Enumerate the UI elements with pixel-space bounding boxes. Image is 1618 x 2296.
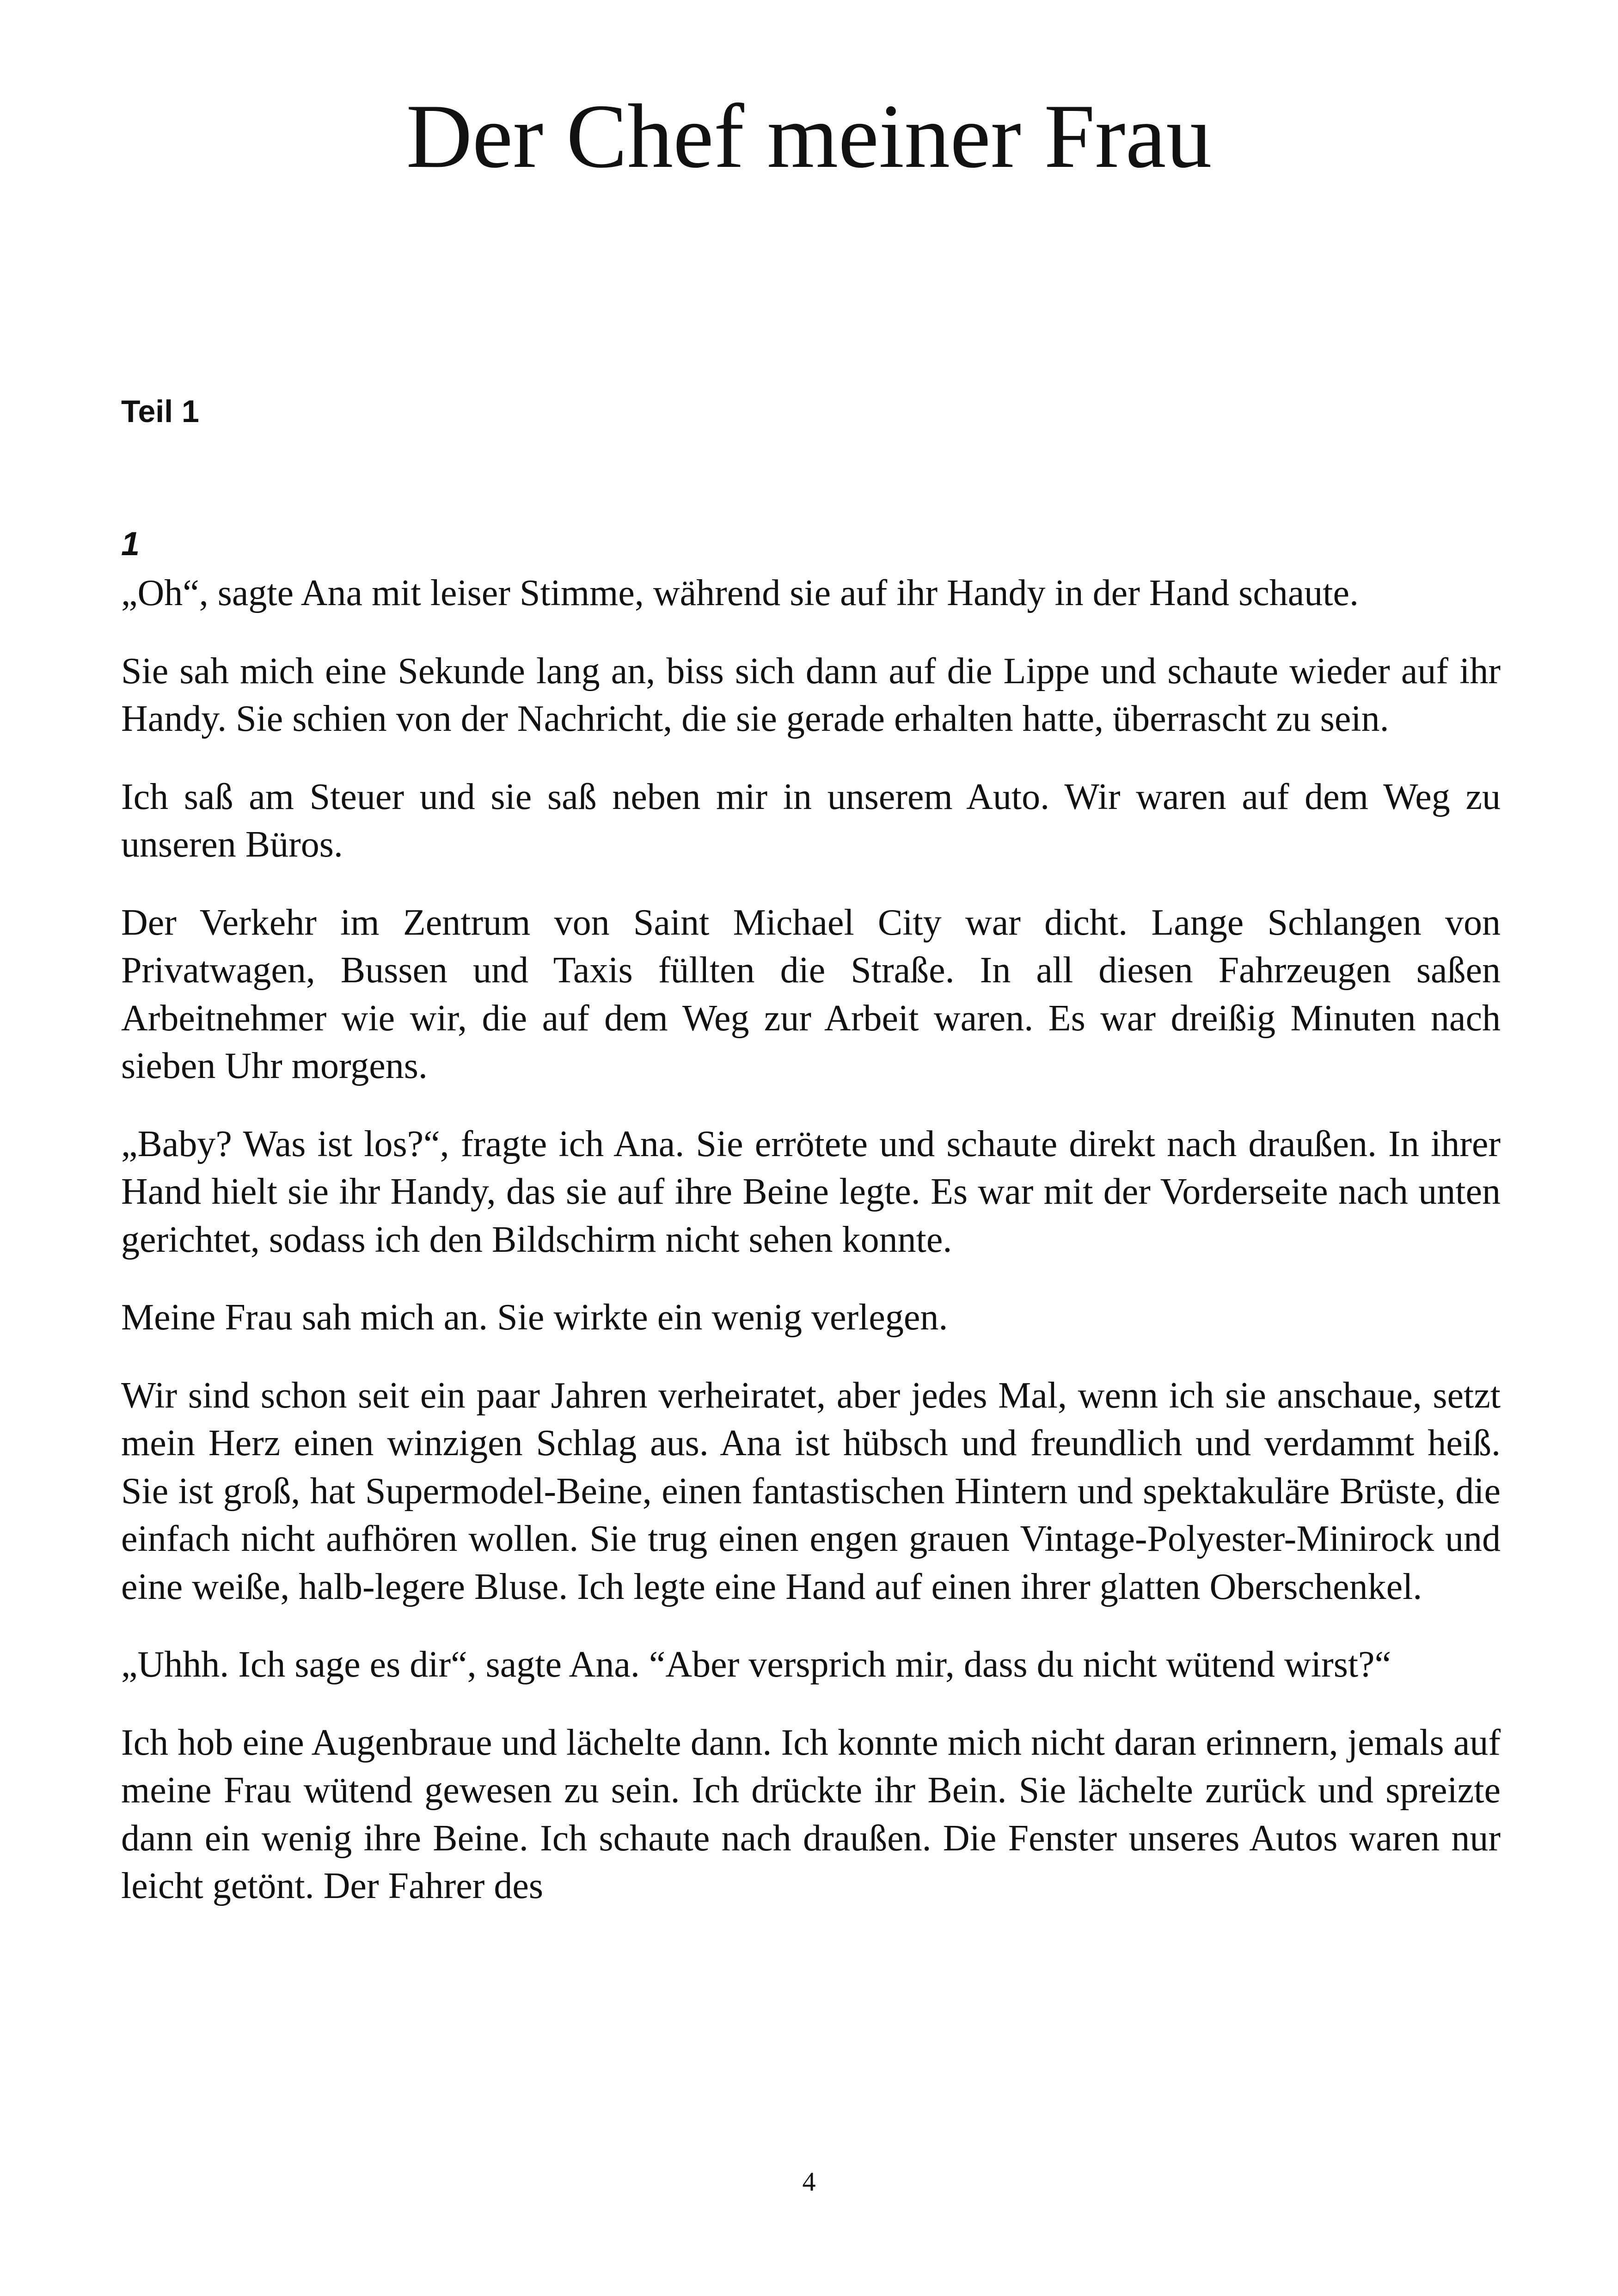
paragraph: Ich hob eine Augenbraue und lächelte dann. Ich konnte mich nicht daran erinnern, jemals auf meine Frau wütend gewesen zu sein. Ich drückte ihr Bein. Sie lächelte zurück und spreizte dann ein wenig ihre Beine. Ich schaute nach draußen. Die Fenster unseres Autos waren nur leicht getönt. Der Fahrer des <box>121 1722 1501 1906</box>
part-heading: Teil 1 <box>121 394 199 429</box>
body-text <box>121 569 1501 1941</box>
paragraph: „Oh“, sagte Ana mit leiser Stimme, während sie auf ihr Handy in der Hand schaute. <box>121 573 1359 613</box>
paragraph: Sie sah mich eine Sekunde lang an, biss sich dann auf die Lippe und schaute wieder auf ihr Handy. Sie schien von der Nachricht, die sie gerade erhalten hatte, überrascht zu sein. <box>121 650 1501 739</box>
paragraph: Ich saß am Steuer und sie saß neben mir in unserem Auto. Wir waren auf dem Weg zu unseren Büros. <box>121 776 1501 865</box>
paragraph: „Baby? Was ist los?“, fragte ich Ana. Sie errötete und schaute direkt nach draußen. In ihrer Hand hielt sie ihr Handy, das sie auf ihre Beine legte. Es war mit der Vorderseite nach unten gerichtet, sodass ich den Bildschirm nicht sehen konnte. <box>121 1123 1501 1260</box>
paragraph: Meine Frau sah mich an. Sie wirkte ein wenig verlegen. <box>121 1297 948 1338</box>
paragraph: „Uhhh. Ich sage es dir“, sagte Ana. “Aber versprich mir, dass du nicht wütend wirst?“ <box>121 1644 1391 1685</box>
page-number: 4 <box>802 2167 816 2197</box>
paragraph: Der Verkehr im Zentrum von Saint Michael City war dicht. Lange Schlangen von Privatwagen, Bussen und Taxis füllten die Straße. In all diesen Fahrzeugen saßen Arbeitnehmer wie wir, die auf dem Weg zur Arbeit waren. Es war dreißig Minuten nach sieben Uhr morgens. <box>121 902 1501 1086</box>
paragraph: Wir sind schon seit ein paar Jahren verheiratet, aber jedes Mal, wenn ich sie anschaue, setzt mein Herz einen winzigen Schlag aus. Ana ist hübsch und freundlich und verdammt heiß. Sie ist groß, hat Supermodel-Beine, einen fantastischen Hintern und spektakuläre Brüste, die einfach nicht aufhören wollen. Sie trug einen engen grauen Vintage-Polyester-Minirock und eine weiße, halb-legere Bluse. Ich legte eine Hand auf einen ihrer glatten Oberschenkel. <box>121 1375 1501 1607</box>
document-title: Der Chef meiner Frau <box>406 86 1212 187</box>
chapter-number: 1 <box>121 526 140 563</box>
